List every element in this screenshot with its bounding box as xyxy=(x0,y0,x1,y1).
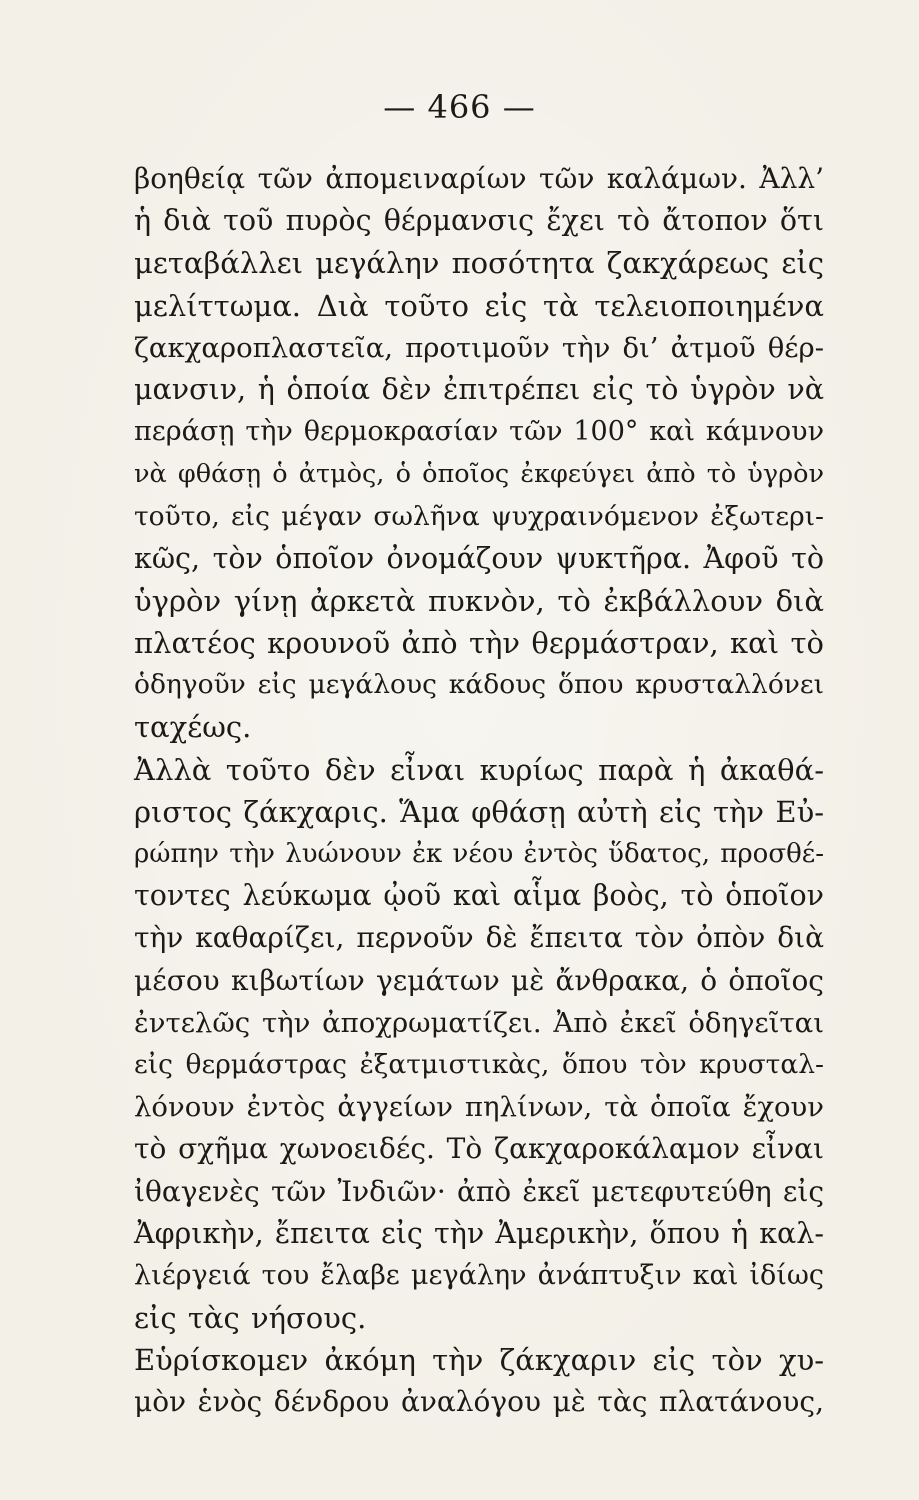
text-line: ζακχαροπλαστεῖα, προτιμοῦν τὴν δι’ ἀτμοῦ θέρ- xyxy=(134,331,824,364)
text-line: νὰ φθάσῃ ὁ ἀτμὸς, ὁ ὁποῖος ἐκφεύγει ἀπὸ τὸ ὑγρὸν xyxy=(134,459,824,490)
text-line: ὑγρὸν γίνῃ ἀρκετὰ πυκνὸν, τὸ ἐκβάλλουν διὰ xyxy=(134,583,824,618)
text-line: λιέργειά του ἔλαβε μεγάλην ἀνάπτυξιν καὶ ἰδίως xyxy=(134,1259,824,1291)
text-line: λόνουν ἐντὸς ἀγγείων πηλίνων, τὰ ὁποῖα ἔχουν xyxy=(134,1091,824,1124)
text-line: τοντες λεύκωμα ᾠοῦ καὶ αἷμα βοὸς, τὸ ὁποῖον xyxy=(134,879,824,913)
text-line: κῶς, τὸν ὁποῖον ὀνομάζουν ψυκτῆρα. Ἀφοῦ τὸ xyxy=(134,541,824,575)
text-line: ἰθαγενὲς τῶν Ἰνδιῶν· ἀπὸ ἐκεῖ μετεφυτεύθη εἰς xyxy=(134,1174,824,1208)
text-line: Ἀλλὰ τοῦτο δὲν εἶναι κυρίως παρὰ ἡ ἀκαθά- xyxy=(134,752,824,787)
text-line: Εὑρίσκομεν ἀκόμη τὴν ζάκχαριν εἰς τὸν χυ- xyxy=(134,1343,824,1378)
text-line: μέσου κιβωτίων γεμάτων μὲ ἄνθρακα, ὁ ὁποῖος xyxy=(134,963,824,997)
text-line: τὴν καθαρίζει, περνοῦν δὲ ἔπειτα τὸν ὀπὸν διὰ xyxy=(134,921,824,955)
text-line: ὁδηγοῦν εἰς μεγάλους κάδους ὅπου κρυσταλλόνει xyxy=(134,669,824,701)
body-text xyxy=(134,158,824,1424)
text-line: μὸν ἑνὸς δένδρου ἀναλόγου μὲ τὰς πλατάνους, xyxy=(134,1385,824,1419)
text-line: μανσιν, ἡ ὁποία δὲν ἐπιτρέπει εἰς τὸ ὑγρὸν νὰ xyxy=(134,372,824,406)
text-line: τοῦτο, εἰς μέγαν σωλῆνα ψυχραινόμενον ἐξωτερι- xyxy=(134,500,824,532)
text-line: εἰς τὰς νήσους. xyxy=(134,1301,367,1336)
text-line: ρώπην τὴν λυώνουν ἐκ νέου ἐντὸς ὕδατος, προσθέ- xyxy=(134,839,824,869)
text-line: ἡ διὰ τοῦ πυρὸς θέρμανσις ἔχει τὸ ἄτοπον ὅτι xyxy=(134,204,824,238)
text-line: Ἀφρικὴν, ἔπειτα εἰς τὴν Ἀμερικὴν, ὅπου ἡ καλ- xyxy=(134,1216,824,1250)
text-line: εἰς θερμάστρας ἐξατμιστικὰς, ὅπου τὸν κρυσταλ- xyxy=(134,1048,824,1080)
text-line: μελίττωμα. Διὰ τοῦτο εἰς τὰ τελειοποιημένα xyxy=(134,288,824,323)
text-line: περάσῃ τὴν θερμοκρασίαν τῶν 100° καὶ κάμνουν xyxy=(134,416,824,448)
text-line: βοηθείᾳ τῶν ἀπομειναρίων τῶν καλάμων. Ἀλλ’ xyxy=(134,162,824,195)
text-line: ἐντελῶς τὴν ἀποχρωματίζει. Ἀπὸ ἐκεῖ ὁδηγεῖται xyxy=(134,1006,824,1039)
page-number: — 466 — xyxy=(383,88,536,126)
text-line: πλατέος κρουνοῦ ἀπὸ τὴν θερμάστραν, καὶ τὸ xyxy=(134,626,824,661)
text-line: μεταβάλλει μεγάλην ποσότητα ζακχάρεως εἰς xyxy=(134,246,824,281)
text-line: τὸ σχῆμα χωνοειδές. Τὸ ζακχαροκάλαμον εἶναι xyxy=(134,1132,824,1166)
text-line: ταχέως. xyxy=(134,710,252,745)
text-line: ριστος ζάκχαρις. Ἅμα φθάσῃ αὐτὴ εἰς τὴν Εὐ- xyxy=(134,794,824,829)
